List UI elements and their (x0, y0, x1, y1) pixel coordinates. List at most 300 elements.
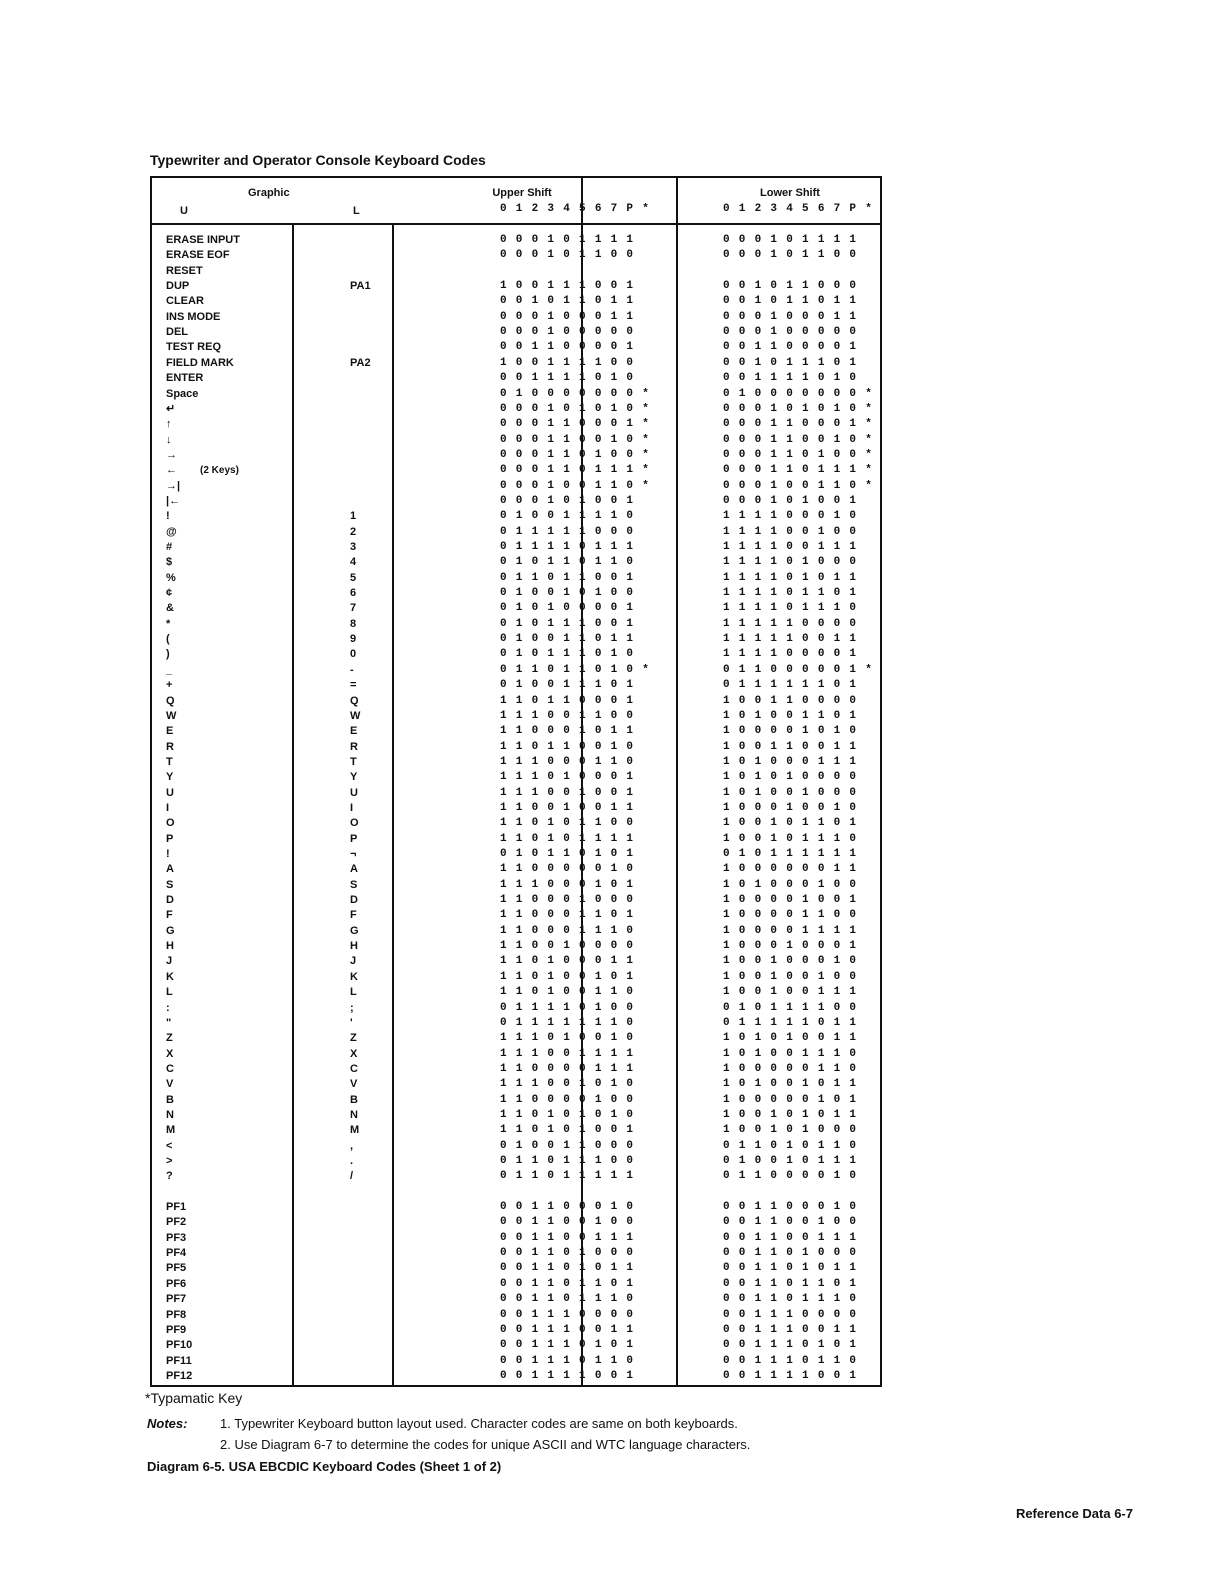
header-graphic: Graphic (248, 187, 290, 199)
lower-shift-code: 1 0 0 1 0 1 1 0 1 (723, 817, 858, 830)
lower-graphic: ; (350, 1001, 354, 1014)
lower-shift-code: 1 1 1 1 0 0 0 1 0 (723, 510, 858, 523)
lower-graphic: V (350, 1078, 358, 1091)
upper-graphic: ERASE EOF (166, 249, 230, 262)
upper-shift-code: 1 1 1 0 0 1 0 0 1 (500, 786, 635, 799)
upper-shift-code: 1 1 1 0 0 1 1 1 1 (500, 1047, 635, 1060)
lower-shift-code: 0 0 0 1 0 0 0 0 0 (723, 326, 858, 339)
lower-shift-code: 1 0 1 0 0 1 0 0 0 (723, 786, 858, 799)
lower-shift-code: 1 0 0 0 0 1 1 0 0 (723, 909, 858, 922)
lower-graphic: E (350, 725, 358, 738)
upper-shift-code: 1 1 0 0 0 1 0 1 1 (500, 725, 635, 738)
upper-graphic: O (166, 817, 175, 830)
upper-graphic: PF9 (166, 1323, 187, 1336)
lower-shift-code: 1 0 0 0 0 0 1 0 1 (723, 1093, 858, 1106)
upper-shift-code: 1 1 1 0 1 0 0 1 0 (500, 1032, 635, 1045)
lower-graphic: 9 (350, 633, 357, 646)
lower-shift-code: 0 0 1 1 0 1 1 0 1 (723, 1277, 858, 1290)
upper-shift-code: 0 1 0 0 1 0 1 0 0 (500, 587, 635, 600)
code-row (152, 1093, 880, 1108)
code-row (152, 555, 880, 570)
upper-shift-code: 0 1 1 0 1 1 0 1 0 * (500, 663, 651, 676)
upper-shift-code: 1 0 0 1 1 1 1 0 0 (500, 356, 635, 369)
code-row (152, 294, 880, 309)
upper-shift-code: 0 0 1 1 0 0 0 1 0 (500, 1201, 635, 1214)
code-row (152, 325, 880, 340)
code-row (152, 893, 880, 908)
header-lower-shift: Lower Shift (760, 187, 820, 199)
code-row (152, 1246, 880, 1261)
upper-shift-code: 0 1 0 0 1 1 0 0 0 (500, 1139, 635, 1152)
upper-graphic: ← (166, 464, 177, 477)
code-row (152, 801, 880, 816)
note-item: 2. Use Diagram 6-7 to determine the codes for unique ASCII and WTC language characters. (220, 1437, 751, 1452)
code-row (152, 847, 880, 862)
upper-shift-code: 0 0 0 1 0 0 1 1 0 * (500, 479, 651, 492)
upper-shift-code: 1 1 0 1 0 1 1 0 0 (500, 817, 635, 830)
upper-shift-code: 0 0 1 1 1 1 0 1 0 (500, 372, 635, 385)
upper-graphic: C (166, 1062, 174, 1075)
upper-shift-code: 1 1 1 0 0 0 1 0 1 (500, 878, 635, 891)
upper-graphic: A (166, 863, 174, 876)
upper-shift-code: 0 0 1 1 1 0 0 0 0 (500, 1308, 635, 1321)
upper-shift-code: 1 1 0 0 0 0 1 1 1 (500, 1062, 635, 1075)
upper-graphic: R (166, 740, 174, 753)
upper-graphic: H (166, 940, 174, 953)
upper-graphic: L (166, 986, 173, 999)
header-upper-graphic: U (180, 205, 188, 217)
upper-shift-code: 0 1 0 0 1 1 1 1 0 (500, 510, 635, 523)
lower-graphic: I (350, 801, 354, 814)
upper-graphic: Space (166, 387, 199, 400)
lower-graphic: A (350, 863, 358, 876)
code-row (152, 1047, 880, 1062)
upper-graphic: W (166, 709, 177, 722)
lower-shift-code: 0 0 0 1 0 1 0 1 0 * (723, 402, 874, 415)
code-row (152, 1123, 880, 1138)
lower-graphic: . (350, 1155, 354, 1167)
code-row (152, 678, 880, 693)
upper-shift-code: 0 0 1 1 1 0 1 0 1 (500, 1339, 635, 1352)
upper-shift-code: 0 1 0 1 1 1 0 1 0 (500, 648, 635, 661)
code-row (152, 954, 880, 969)
lower-shift-code: 0 1 0 1 1 1 1 0 0 (723, 1001, 858, 1014)
lower-shift-code: 1 1 1 1 0 0 1 1 1 (723, 541, 858, 553)
upper-graphic: _ (166, 663, 173, 676)
lower-shift-code: 1 1 1 1 0 1 1 1 0 (723, 602, 858, 615)
diagram-caption: Diagram 6-5. USA EBCDIC Keyboard Codes (Sheet 1 of 2) (147, 1459, 502, 1474)
upper-graphic: M (166, 1124, 176, 1137)
upper-graphic: PF8 (166, 1308, 187, 1321)
upper-shift-bit-header: 0 1 2 3 4 5 6 7 P * (500, 203, 651, 215)
lower-shift-code: 1 0 0 1 0 0 1 1 1 (723, 986, 858, 999)
upper-shift-code: 0 0 0 1 0 1 0 0 1 (500, 494, 635, 507)
note-item: 1. Typewriter Keyboard button layout used. Character codes are same on both keyboards. (220, 1416, 738, 1431)
upper-shift-code: 0 1 1 1 1 0 1 1 1 (500, 541, 635, 553)
code-row (152, 387, 880, 402)
lower-shift-code: 1 0 0 0 1 0 0 1 0 (723, 801, 858, 814)
upper-graphic: F (166, 909, 173, 922)
row-note: (2 Keys) (200, 465, 239, 477)
code-row (152, 310, 880, 325)
code-row (152, 816, 880, 831)
upper-graphic: + (166, 679, 173, 692)
upper-shift-code: 0 0 1 1 0 1 0 1 1 (500, 1262, 635, 1275)
lower-shift-code: 0 1 0 0 1 0 1 1 1 (723, 1155, 858, 1167)
code-row (152, 1001, 880, 1016)
upper-graphic: X (166, 1047, 174, 1060)
code-row (152, 525, 880, 540)
lower-shift-code: 1 1 1 1 0 1 0 0 0 (723, 556, 858, 569)
lower-graphic: , (350, 1139, 354, 1152)
lower-graphic: R (350, 740, 358, 753)
upper-graphic: CLEAR (166, 295, 204, 308)
upper-graphic: I (166, 801, 170, 814)
upper-graphic: * (166, 617, 171, 630)
lower-graphic: Y (350, 771, 358, 784)
upper-graphic: PF2 (166, 1216, 187, 1229)
code-row (152, 1016, 880, 1031)
code-row (152, 970, 880, 985)
header-upper-shift: Upper Shift (492, 187, 552, 199)
upper-shift-code: 0 0 0 1 0 1 1 0 0 (500, 249, 635, 262)
upper-graphic: " (166, 1016, 172, 1029)
lower-shift-code: 1 0 1 0 1 0 0 0 0 (723, 771, 858, 784)
code-row (152, 417, 880, 432)
code-row (152, 586, 880, 601)
page-footer: Reference Data 6-7 (1015, 1506, 1133, 1521)
upper-shift-code: 1 0 0 1 1 1 0 0 1 (500, 280, 635, 293)
lower-shift-code: 0 0 1 0 1 1 0 1 1 (723, 295, 858, 308)
code-row (152, 1169, 880, 1184)
lower-graphic: 1 (350, 510, 357, 523)
lower-shift-code: 1 1 1 1 1 0 0 1 1 (723, 633, 858, 646)
lower-shift-code: 1 1 1 1 0 0 1 0 0 (723, 525, 858, 538)
lower-shift-code: 1 0 1 0 0 1 0 1 1 (723, 1078, 858, 1091)
lower-shift-code: 0 0 1 1 1 0 0 0 0 (723, 1308, 858, 1321)
upper-shift-code: 1 1 0 0 0 1 1 0 1 (500, 909, 635, 922)
lower-shift-code: 1 0 0 1 0 1 0 1 1 (723, 1108, 858, 1121)
upper-graphic: PF7 (166, 1293, 187, 1306)
code-row (152, 1154, 880, 1169)
code-row (152, 279, 880, 294)
lower-shift-code: 0 1 1 0 0 0 0 1 0 (723, 1170, 858, 1183)
upper-shift-code: 0 0 1 1 0 0 1 0 0 (500, 1216, 635, 1229)
lower-graphic: P (350, 832, 358, 845)
upper-graphic: FIELD MARK (166, 356, 234, 369)
lower-shift-bit-header: 0 1 2 3 4 5 6 7 P * (723, 203, 874, 215)
lower-graphic: D (350, 894, 358, 907)
upper-graphic: S (166, 878, 174, 891)
upper-shift-code: 1 1 0 0 1 0 0 1 1 (500, 801, 635, 814)
upper-graphic: ENTER (166, 372, 204, 385)
lower-shift-code: 0 0 1 1 1 0 1 1 0 (723, 1354, 858, 1367)
upper-graphic: D (166, 894, 174, 907)
upper-shift-code: 0 0 1 1 0 1 1 1 0 (500, 1293, 635, 1306)
code-row (152, 939, 880, 954)
code-row (152, 248, 880, 263)
lower-graphic: J (350, 955, 357, 968)
upper-graphic: N (166, 1108, 174, 1121)
lower-shift-code: 1 0 0 0 1 0 0 0 1 (723, 940, 858, 953)
upper-graphic: PF11 (166, 1354, 192, 1367)
lower-shift-code: 0 0 1 1 1 1 0 0 1 (723, 1369, 858, 1382)
upper-shift-code: 0 0 0 1 1 0 1 1 1 * (500, 464, 651, 477)
upper-shift-code: 0 1 0 0 1 1 0 1 1 (500, 633, 635, 646)
upper-graphic: ( (166, 633, 170, 646)
lower-shift-code: 0 0 0 1 1 0 0 1 0 * (723, 433, 874, 446)
upper-graphic: U (166, 786, 174, 799)
header-lower-graphic: L (353, 205, 360, 217)
code-row (152, 1354, 880, 1369)
upper-shift-code: 1 1 0 0 0 1 1 1 0 (500, 924, 635, 937)
code-row (152, 878, 880, 893)
code-row (152, 1200, 880, 1215)
upper-graphic: E (166, 725, 174, 738)
code-row (152, 1231, 880, 1246)
lower-shift-code: 0 0 0 1 0 0 1 1 0 * (723, 479, 874, 492)
upper-shift-code: 0 1 1 1 1 1 1 1 0 (500, 1016, 635, 1029)
upper-graphic: $ (166, 556, 173, 569)
lower-shift-code: 0 1 1 0 1 0 1 1 0 (723, 1139, 858, 1152)
lower-shift-code: 1 0 1 0 0 1 1 1 0 (723, 1047, 858, 1060)
code-row (152, 1338, 880, 1353)
upper-shift-code: 0 0 0 1 1 0 1 0 0 * (500, 448, 651, 461)
code-row (152, 647, 880, 662)
code-row (152, 448, 880, 463)
upper-shift-code: 0 0 1 1 1 0 0 1 1 (500, 1323, 635, 1336)
lower-graphic: F (350, 909, 357, 922)
lower-shift-code: 1 0 0 1 1 0 0 1 1 (723, 740, 858, 753)
upper-graphic: → (166, 448, 177, 461)
upper-shift-code: 0 1 1 0 1 1 1 0 0 (500, 1155, 635, 1167)
upper-graphic: →| (166, 479, 181, 492)
upper-shift-code: 0 1 1 1 1 0 1 0 0 (500, 1001, 635, 1014)
lower-graphic: 2 (350, 525, 357, 538)
lower-graphic: G (350, 924, 359, 937)
lower-graphic: S (350, 878, 358, 891)
upper-shift-code: 1 1 1 0 1 0 0 0 1 (500, 771, 635, 784)
code-row (152, 264, 880, 279)
upper-shift-code: 0 0 1 1 1 1 0 0 1 (500, 1369, 635, 1382)
code-row (152, 663, 880, 678)
lower-shift-code: 0 1 0 1 1 1 1 1 1 (723, 848, 858, 860)
code-row (152, 601, 880, 616)
typamatic-note: *Typamatic Key (145, 1390, 243, 1406)
document-title: Typewriter and Operator Console Keyboard Codes (150, 152, 486, 168)
upper-shift-code: 1 1 0 1 0 0 1 0 1 (500, 970, 635, 983)
lower-shift-code: 1 0 0 0 0 1 0 1 0 (723, 725, 858, 738)
lower-graphic: ¬ (350, 848, 357, 860)
lower-graphic: Q (350, 694, 359, 707)
code-row (152, 233, 880, 248)
lower-graphic: 0 (350, 648, 357, 661)
upper-graphic: ↵ (166, 402, 176, 415)
upper-shift-code: 1 1 0 1 1 0 0 0 1 (500, 694, 635, 707)
upper-shift-code: 0 0 0 1 1 0 0 0 1 * (500, 418, 651, 431)
code-row (152, 1308, 880, 1323)
code-row (152, 479, 880, 494)
upper-graphic: DUP (166, 280, 190, 293)
code-row (152, 709, 880, 724)
code-row (152, 540, 880, 555)
lower-shift-code: 0 0 1 1 0 0 1 1 1 (723, 1231, 858, 1244)
upper-shift-code: 0 1 0 1 1 0 1 1 0 (500, 556, 635, 569)
lower-shift-code: 1 0 0 0 0 1 1 1 1 (723, 924, 858, 937)
upper-graphic: % (166, 571, 176, 584)
lower-shift-code: 0 0 1 0 1 1 1 0 1 (723, 356, 858, 369)
upper-graphic: PF3 (166, 1231, 187, 1244)
code-row (152, 1261, 880, 1276)
upper-graphic: ↓ (166, 433, 172, 446)
code-row (152, 1185, 880, 1200)
lower-shift-code: 1 0 0 0 0 1 0 0 1 (723, 894, 858, 907)
upper-shift-code: 0 0 1 1 0 1 0 0 0 (500, 1247, 635, 1260)
lower-graphic: 8 (350, 617, 357, 630)
lower-graphic: 6 (350, 587, 357, 600)
upper-shift-code: 0 1 0 0 0 0 0 0 0 * (500, 387, 651, 400)
code-row (152, 1292, 880, 1307)
code-row (152, 356, 880, 371)
code-row (152, 1108, 880, 1123)
upper-graphic: RESET (166, 264, 203, 277)
upper-shift-code: 0 1 0 1 1 1 0 0 1 (500, 617, 635, 630)
lower-shift-code: 0 1 1 0 0 0 0 0 1 * (723, 663, 874, 676)
upper-graphic: PF6 (166, 1277, 187, 1290)
lower-shift-code: 0 0 1 1 0 1 0 0 0 (723, 1247, 858, 1260)
lower-graphic: 4 (350, 556, 357, 569)
lower-shift-code: 0 0 1 1 0 1 1 1 0 (723, 1293, 858, 1306)
lower-graphic: O (350, 817, 359, 830)
lower-graphic: M (350, 1124, 360, 1137)
upper-shift-code: 0 1 1 1 1 1 0 0 0 (500, 525, 635, 538)
code-row (152, 632, 880, 647)
upper-graphic: ↑ (166, 418, 172, 431)
upper-graphic: V (166, 1078, 174, 1091)
lower-graphic: ' (350, 1016, 353, 1029)
lower-shift-code: 0 0 1 1 0 0 0 1 0 (723, 1201, 858, 1214)
upper-graphic: PF10 (166, 1339, 193, 1352)
code-row (152, 924, 880, 939)
upper-graphic: K (166, 970, 174, 983)
lower-shift-code: 0 0 1 0 1 1 0 0 0 (723, 280, 858, 293)
code-row (152, 433, 880, 448)
upper-graphic: ¢ (166, 587, 173, 600)
lower-shift-code: 1 0 1 0 0 0 1 1 1 (723, 755, 858, 768)
lower-shift-code: 1 1 1 1 0 1 0 1 1 (723, 571, 858, 584)
lower-shift-code: 0 0 0 1 1 0 0 0 1 * (723, 418, 874, 431)
lower-shift-code: 1 1 1 1 0 1 1 0 1 (723, 587, 858, 600)
lower-graphic: Z (350, 1032, 357, 1045)
lower-shift-code: 1 0 0 1 1 0 0 0 0 (723, 694, 858, 707)
lower-shift-code: 0 0 0 1 1 0 1 1 1 * (723, 464, 874, 477)
lower-shift-code: 0 0 1 1 1 1 0 1 0 (723, 372, 858, 385)
lower-shift-code: 0 0 1 1 1 0 1 0 1 (723, 1339, 858, 1352)
upper-graphic: & (166, 602, 174, 615)
code-row (152, 1062, 880, 1077)
code-row (152, 509, 880, 524)
keyboard-code-table (150, 176, 882, 1387)
upper-graphic: INS MODE (166, 310, 221, 323)
lower-graphic: B (350, 1093, 358, 1106)
upper-shift-code: 1 1 0 1 0 0 1 1 0 (500, 986, 635, 999)
lower-graphic: 5 (350, 571, 357, 584)
lower-graphic: N (350, 1108, 358, 1121)
upper-shift-code: 0 1 0 0 1 1 1 0 1 (500, 679, 635, 692)
lower-shift-code: 0 0 0 1 0 1 1 1 1 (723, 234, 858, 246)
lower-shift-code: 1 0 0 0 0 0 0 1 1 (723, 863, 858, 876)
code-row (152, 908, 880, 923)
lower-shift-code: 1 0 0 0 0 0 1 1 0 (723, 1062, 858, 1075)
upper-shift-code: 0 0 1 1 1 0 1 1 0 (500, 1354, 635, 1367)
upper-shift-code: 0 0 1 1 0 0 1 1 1 (500, 1231, 635, 1244)
code-row (152, 402, 880, 417)
lower-graphic: PA2 (350, 356, 371, 369)
upper-graphic: PF5 (166, 1262, 187, 1275)
lower-shift-code: 0 0 0 1 0 0 0 1 1 (723, 310, 858, 323)
code-row (152, 724, 880, 739)
lower-graphic: K (350, 970, 358, 983)
code-row (152, 1215, 880, 1230)
upper-graphic: B (166, 1093, 174, 1106)
lower-shift-code: 1 0 1 0 0 1 1 0 1 (723, 709, 858, 722)
upper-graphic: T (166, 755, 173, 768)
lower-graphic: C (350, 1062, 358, 1075)
lower-shift-code: 1 0 0 1 0 1 0 0 0 (723, 1124, 858, 1137)
lower-graphic: W (350, 709, 361, 722)
code-row (152, 786, 880, 801)
lower-graphic: X (350, 1047, 358, 1060)
upper-graphic: # (166, 541, 173, 553)
code-row (152, 494, 880, 509)
upper-shift-code: 0 1 1 0 1 1 1 1 1 (500, 1170, 635, 1183)
lower-graphic: H (350, 940, 358, 953)
upper-graphic: Q (166, 694, 175, 707)
upper-graphic: Z (166, 1032, 173, 1045)
code-row (152, 463, 880, 478)
lower-shift-code: 0 0 1 1 0 0 1 0 0 (723, 1216, 858, 1229)
upper-graphic: DEL (166, 326, 188, 339)
upper-graphic: G (166, 924, 175, 937)
upper-graphic: P (166, 832, 174, 845)
upper-graphic: ERASE INPUT (166, 234, 240, 246)
upper-shift-code: 1 1 0 0 0 0 0 1 0 (500, 863, 635, 876)
lower-graphic: L (350, 986, 357, 999)
lower-graphic: U (350, 786, 358, 799)
lower-shift-code: 0 0 0 1 0 1 1 0 0 (723, 249, 858, 262)
lower-shift-code: 0 0 1 1 1 0 0 1 1 (723, 1323, 858, 1336)
lower-graphic: PA1 (350, 280, 371, 293)
code-row (152, 340, 880, 355)
code-row (152, 862, 880, 877)
upper-shift-code: 1 1 1 0 0 0 1 1 0 (500, 755, 635, 768)
code-row (152, 617, 880, 632)
upper-shift-code: 0 0 0 1 0 1 0 1 0 * (500, 402, 651, 415)
lower-shift-code: 1 0 0 1 0 0 0 1 0 (723, 955, 858, 968)
code-row (152, 1277, 880, 1292)
upper-shift-code: 1 1 1 0 0 1 0 1 0 (500, 1078, 635, 1091)
upper-shift-code: 1 1 0 0 0 1 0 0 0 (500, 894, 635, 907)
code-row (152, 985, 880, 1000)
upper-shift-code: 0 0 1 1 0 0 0 0 1 (500, 341, 635, 354)
lower-shift-code: 1 1 1 1 0 0 0 0 1 (723, 648, 858, 661)
upper-shift-code: 0 0 0 1 0 1 1 1 1 (500, 234, 635, 246)
lower-shift-code: 0 0 1 1 0 0 0 0 1 (723, 341, 858, 354)
upper-shift-code: 1 1 0 1 0 1 0 1 0 (500, 1108, 635, 1121)
lower-graphic: = (350, 679, 357, 692)
lower-shift-code: 1 0 1 0 0 0 1 0 0 (723, 878, 858, 891)
upper-shift-code: 0 0 1 1 0 1 1 0 1 (500, 1277, 635, 1290)
